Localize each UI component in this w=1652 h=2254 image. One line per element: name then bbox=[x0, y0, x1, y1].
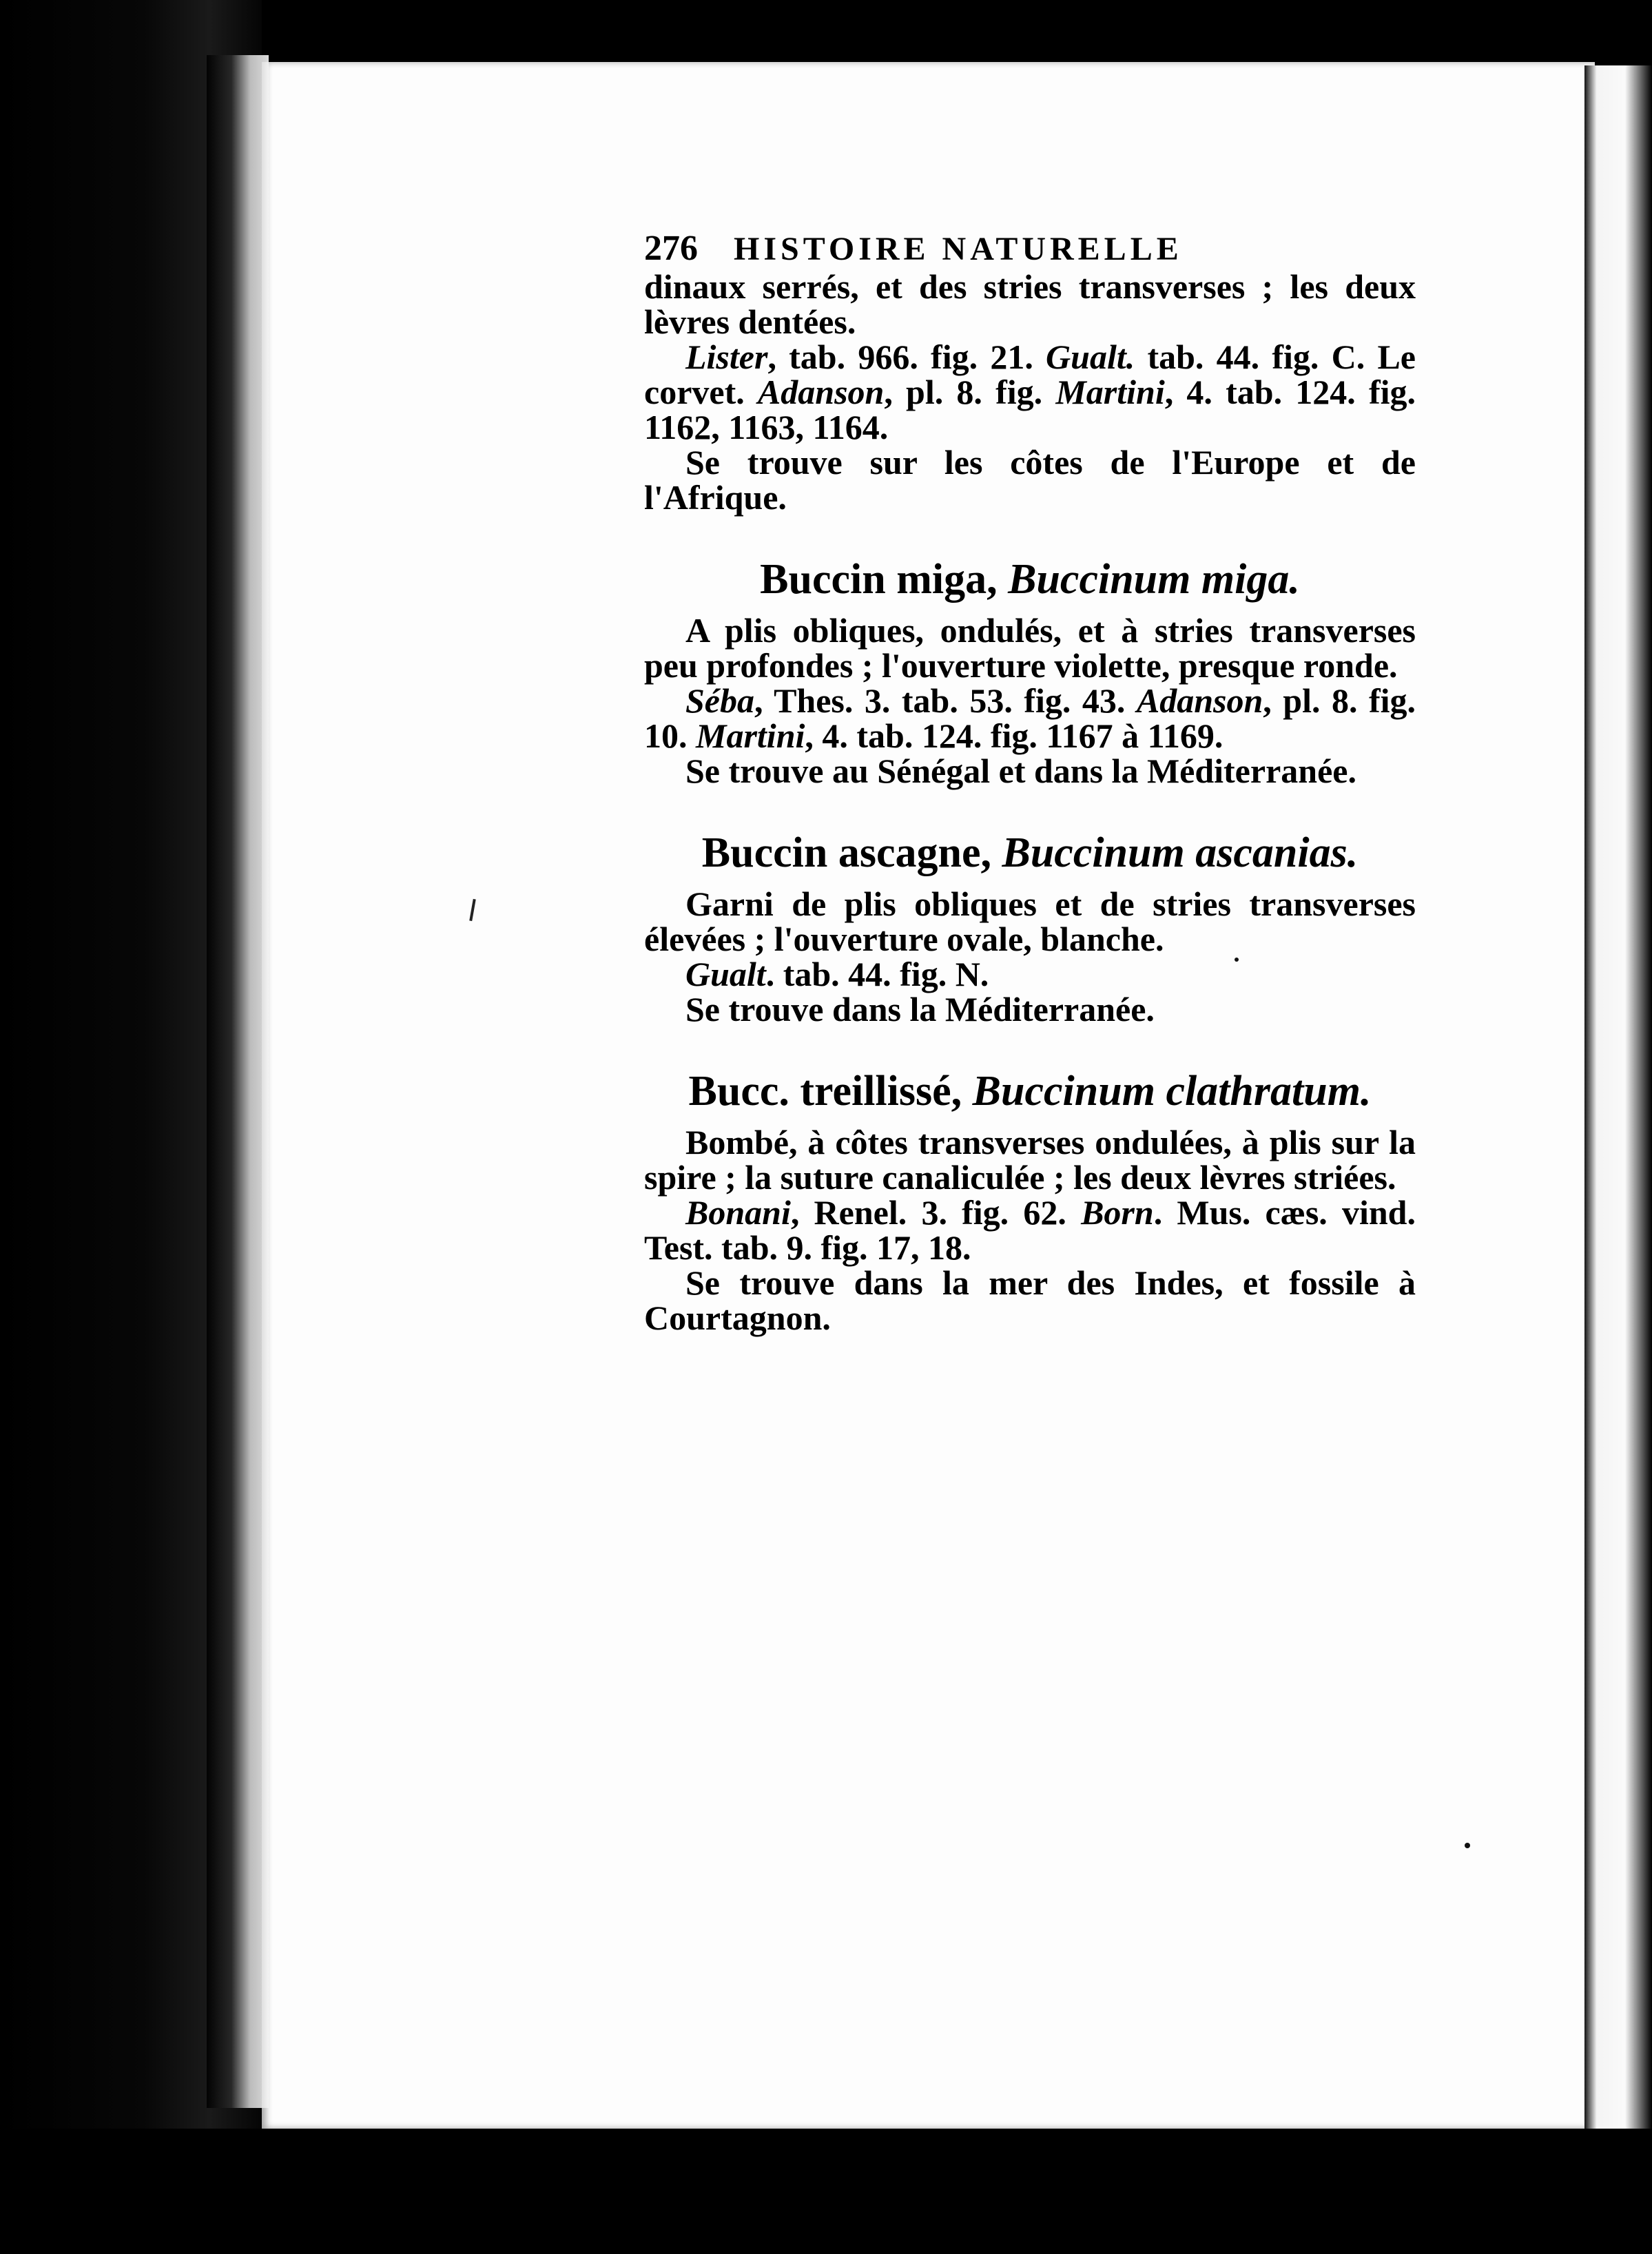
entry-title bbox=[644, 829, 1416, 877]
habitat: Se trouve dans la Méditerranée. bbox=[685, 990, 1155, 1028]
ink-speck bbox=[1465, 1843, 1470, 1848]
ref-text: , Thes. 3. tab. 53. fig. 43. bbox=[754, 681, 1137, 720]
references bbox=[644, 340, 1416, 445]
ref-author: Adanson bbox=[757, 373, 885, 411]
page-binding-edge bbox=[207, 55, 269, 2108]
description: A plis obliques, ondulés, et à stries transverses peu profondes ; l'ouverture violette, presque ronde. bbox=[644, 611, 1416, 685]
latin-name: Buccinum miga. bbox=[1008, 556, 1300, 603]
scan-border-bottom bbox=[0, 2129, 1652, 2254]
ref-author: Gualt. bbox=[1046, 338, 1135, 376]
page-fore-edge bbox=[1584, 65, 1652, 2208]
entry-title bbox=[644, 555, 1416, 603]
ref-author: Gualt bbox=[685, 955, 766, 993]
ref-author: Lister bbox=[685, 338, 768, 376]
ref-author: Martini bbox=[696, 716, 805, 755]
references bbox=[644, 683, 1416, 754]
entry-title bbox=[644, 1067, 1416, 1115]
ref-author: Martini bbox=[1055, 373, 1165, 411]
habitat: Se trouve sur les côtes de l'Europe et de l'Afrique. bbox=[644, 443, 1416, 517]
entry-miga bbox=[644, 555, 1416, 789]
common-name: Buccin miga, bbox=[760, 556, 1009, 603]
ref-text: , pl. 8. fig. bbox=[884, 373, 1056, 411]
common-name: Bucc. treillissé, bbox=[688, 1068, 973, 1115]
habitat: Se trouve dans la mer des Indes, et fossile à Courtagnon. bbox=[644, 1263, 1416, 1337]
running-header bbox=[644, 231, 1416, 267]
entry-ascagne bbox=[644, 829, 1416, 1027]
ref-text: . Mus. cæs. vind. Test. tab. 9. fig. 17, 18. bbox=[644, 1193, 1416, 1267]
ref-author: Born bbox=[1081, 1193, 1154, 1232]
habitat: Se trouve au Sénégal et dans la Méditerranée. bbox=[685, 752, 1356, 790]
entry-treillisse bbox=[644, 1067, 1416, 1336]
ref-text: , tab. 966. fig. 21. bbox=[767, 338, 1046, 376]
description: Garni de plis obliques et de stries transverses élevées ; l'ouverture ovale, blanche. bbox=[644, 885, 1416, 958]
references bbox=[644, 1195, 1416, 1265]
ref-author: Adanson bbox=[1136, 681, 1263, 720]
page-number: 276 bbox=[644, 229, 698, 268]
ref-text: , pl. 8. fig. 10. bbox=[644, 681, 1416, 755]
latin-name: Buccinum clathratum. bbox=[972, 1068, 1372, 1115]
ref-text: . tab. 44. fig. N. bbox=[765, 955, 989, 993]
latin-name: Buccinum ascanias. bbox=[1002, 829, 1359, 876]
ref-author: Séba bbox=[685, 681, 754, 720]
ref-text: , 4. tab. 124. fig. 1167 à 1169. bbox=[805, 716, 1223, 755]
ref-author: Bonani bbox=[685, 1193, 791, 1232]
ref-text: tab. 44. fig. C. Le corvet. bbox=[644, 338, 1416, 411]
description: Bombé, à côtes transverses ondulées, à plis sur la spire ; la suture canaliculée ; les deux lèvres striées. bbox=[644, 1123, 1416, 1197]
continued-description: dinaux serrés, et des stries transverses ; les deux lèvres dentées. bbox=[644, 267, 1416, 341]
running-title: HISTOIRE NATURELLE bbox=[734, 231, 1183, 267]
page-text bbox=[644, 231, 1416, 1336]
common-name: Buccin ascagne, bbox=[701, 829, 1002, 876]
ref-text: , 4. tab. 124. fig. 1162, 1163, 1164. bbox=[644, 373, 1416, 446]
ref-text: , Renel. 3. fig. 62. bbox=[790, 1193, 1082, 1232]
references bbox=[644, 957, 1416, 992]
